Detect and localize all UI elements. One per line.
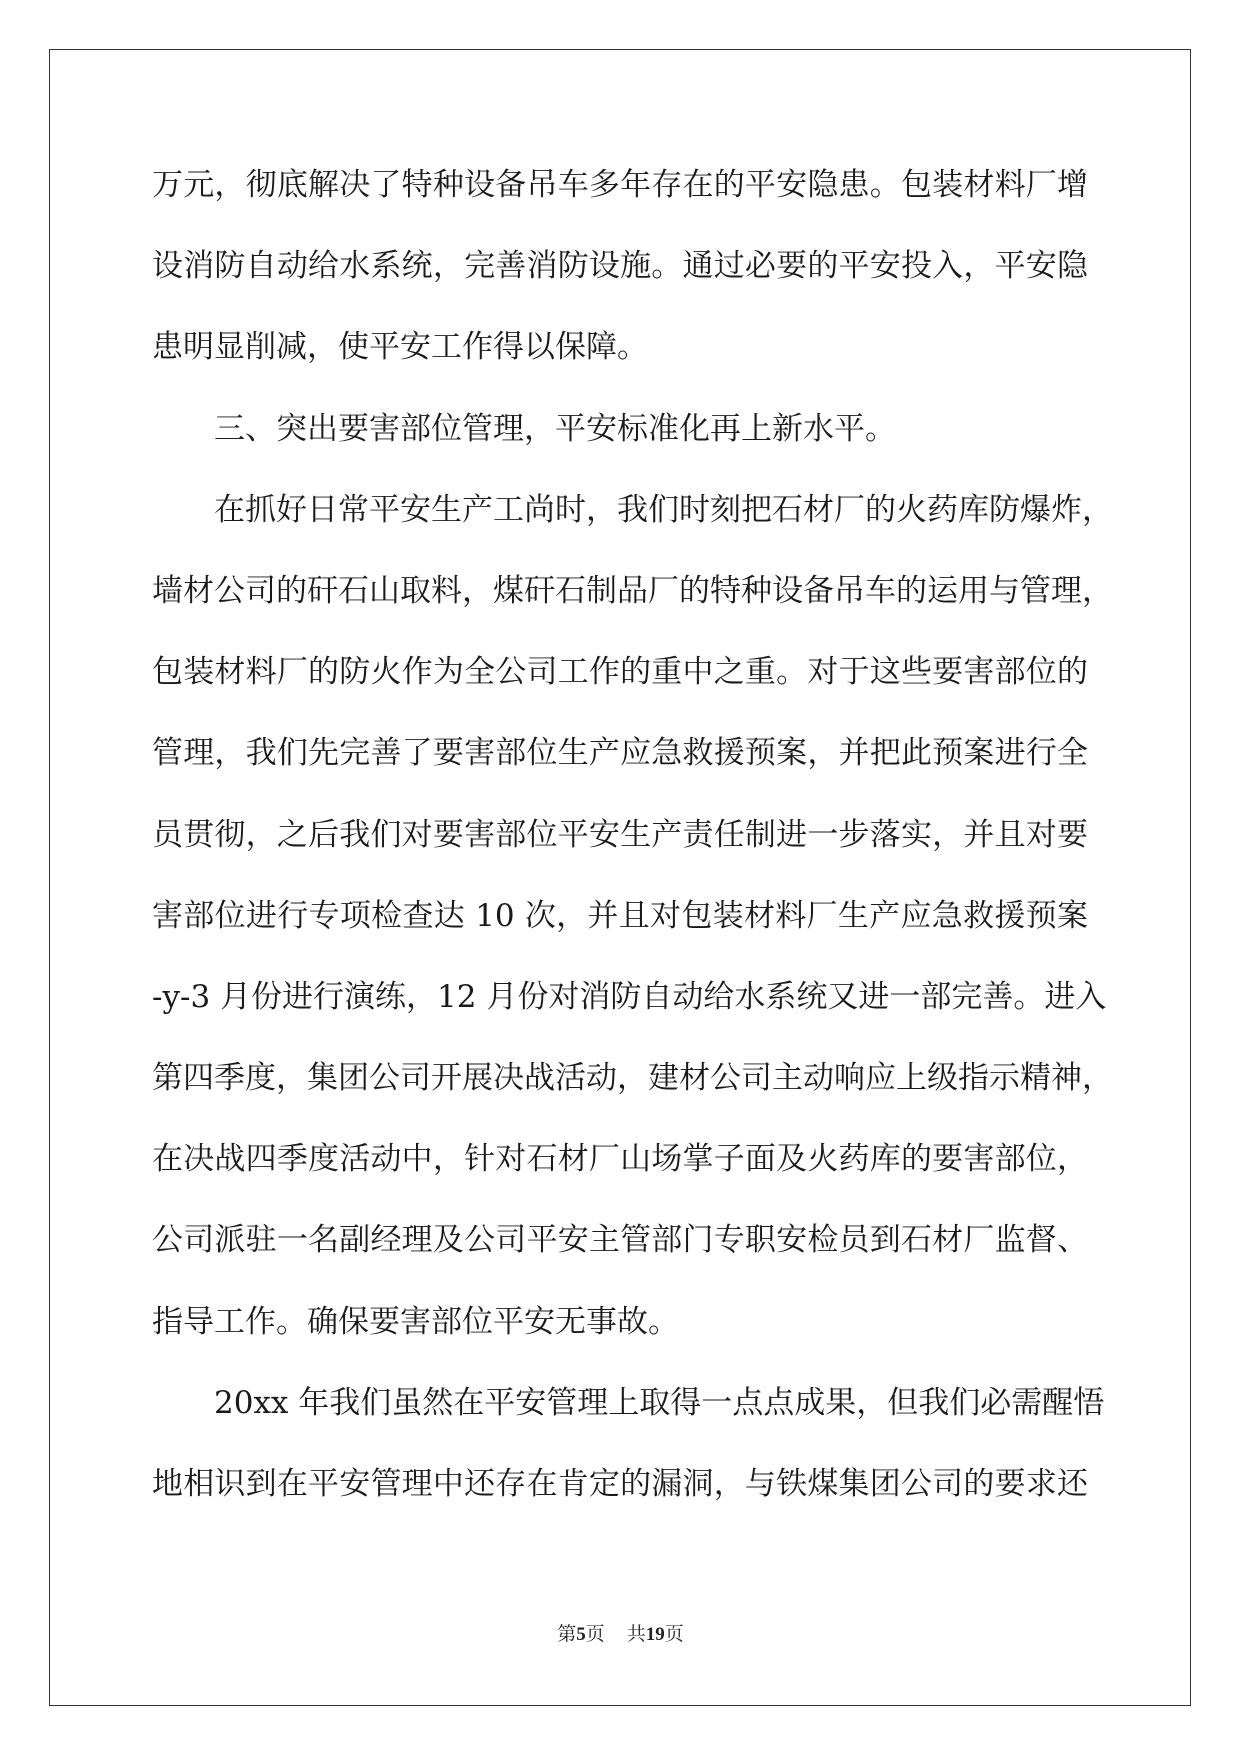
page-suffix: 页 xyxy=(585,1623,605,1645)
page-number: 5 xyxy=(576,1624,586,1645)
total-pages: 19 xyxy=(645,1624,665,1645)
text-line: 墙材公司的矸石山取料，煤矸石制品厂的特种设备吊车的运用与管理， xyxy=(152,572,1113,609)
text-line: 害部位进行专项检查达 10 次，并且对包装材料厂生产应急救援预案 xyxy=(152,897,1088,934)
section-heading: 三、突出要害部位管理，平安标准化再上新水平。 xyxy=(214,410,896,447)
text-line: 患明显削减，使平安工作得以保障。 xyxy=(152,329,648,366)
text-line: 第四季度，集团公司开展决战活动，建材公司主动响应上级指示精神， xyxy=(152,1060,1113,1097)
text-line: 员贯彻，之后我们对要害部位平安生产责任制进一步落实，并且对要 xyxy=(152,816,1088,853)
document-body xyxy=(152,165,1113,1545)
total-prefix: 共 xyxy=(626,1623,646,1645)
page-prefix: 第 xyxy=(557,1623,577,1645)
total-suffix: 页 xyxy=(664,1623,684,1645)
text-line: 指导工作。确保要害部位平安无事故。 xyxy=(152,1303,679,1340)
text-line: 设消防自动给水系统，完善消防设施。通过必要的平安投入，平安隐 xyxy=(152,248,1088,285)
text-line: 20xx 年我们虽然在平安管理上取得一点点成果，但我们必需醒悟 xyxy=(214,1384,1105,1421)
text-line: 包装材料厂的防火作为全公司工作的重中之重。对于这些要害部位的 xyxy=(152,654,1088,691)
text-line: -y-3 月份进行演练，12 月份对消防自动给水系统又进一部完善。进入 xyxy=(152,978,1107,1015)
page-footer xyxy=(0,1622,1241,1647)
text-line: 公司派驻一名副经理及公司平安主管部门专职安检员到石材厂监督、 xyxy=(152,1222,1088,1259)
text-line: 万元，彻底解决了特种设备吊车多年存在的平安隐患。包装材料厂增 xyxy=(152,167,1088,203)
text-line: 地相识到在平安管理中还存在肯定的漏洞，与铁煤集团公司的要求还 xyxy=(152,1466,1088,1502)
text-line: 管理，我们先完善了要害部位生产应急救援预案，并把此预案进行全 xyxy=(152,735,1088,772)
text-line: 在抓好日常平安生产工尚时，我们时刻把石材厂的火药库防爆炸， xyxy=(214,491,1113,528)
text-line: 在决战四季度活动中，针对石材厂山场掌子面及火药库的要害部位， xyxy=(152,1141,1088,1178)
